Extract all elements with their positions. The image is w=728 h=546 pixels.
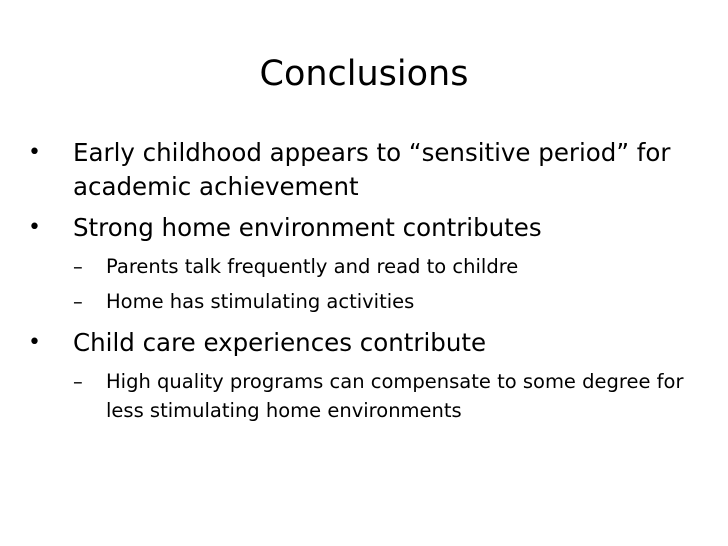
bullet-text: Strong home environment contributes	[73, 213, 542, 242]
bullet-item	[26, 136, 706, 204]
bullet-text: Early childhood appears to “sensitive period” for academic achievement	[73, 138, 671, 201]
sub-bullet-marker: –	[73, 290, 83, 313]
sub-bullet-text: Home has stimulating activities	[106, 290, 415, 313]
bullet-item	[26, 326, 706, 360]
sub-bullet-marker: –	[73, 370, 83, 393]
bullet-marker: •	[28, 330, 41, 355]
sub-bullet-marker: –	[73, 255, 83, 278]
sub-bullet-item	[26, 287, 706, 316]
sub-bullet-text: Parents talk frequently and read to childre	[106, 255, 519, 278]
bullet-marker: •	[28, 140, 41, 165]
bullet-item	[26, 211, 706, 245]
bullet-marker: •	[28, 215, 41, 240]
bullet-text: Child care experiences contribute	[73, 328, 487, 357]
sub-bullet-text: High quality programs can compensate to some degree for less stimulating home environments	[106, 370, 684, 422]
sub-bullet-item	[26, 367, 706, 425]
sub-bullet-item	[26, 252, 706, 281]
bullet-list	[26, 136, 706, 431]
slide-title: Conclusions	[259, 54, 469, 94]
